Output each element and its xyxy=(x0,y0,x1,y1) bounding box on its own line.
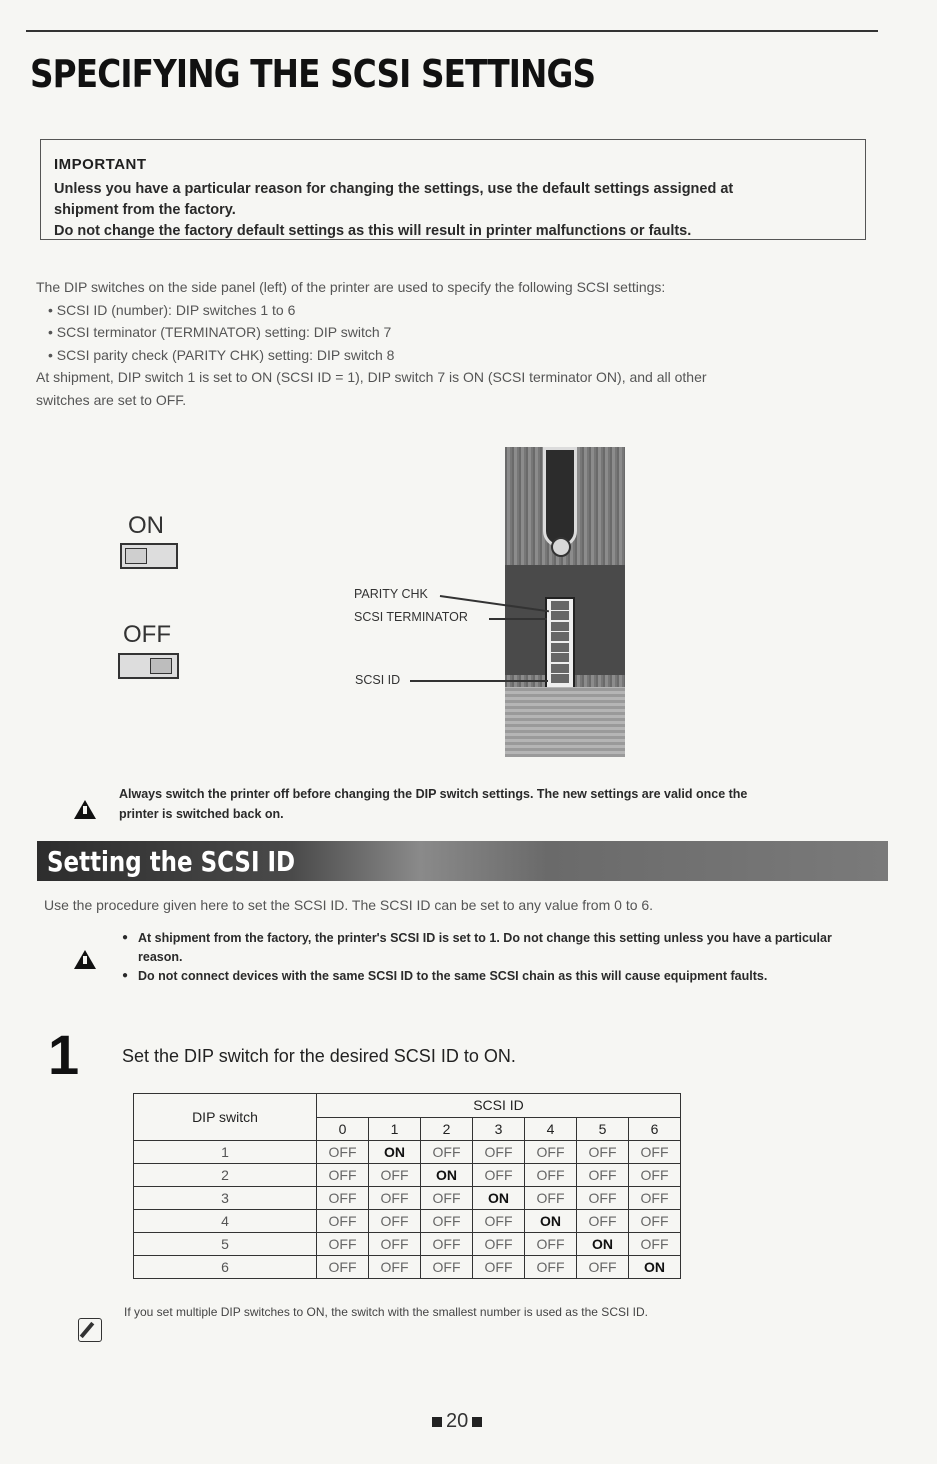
table-cell-value: OFF xyxy=(317,1210,369,1233)
table-cell-value: ON xyxy=(421,1164,473,1187)
table-id-header: 0 xyxy=(317,1117,369,1141)
table-cell-dip-number: 6 xyxy=(134,1256,317,1279)
step-number: 1 xyxy=(48,1023,80,1086)
table-id-header: 5 xyxy=(577,1117,629,1141)
switch-on-label: ON xyxy=(128,512,164,539)
warning-bullet-same-id: ● Do not connect devices with the same SCSI ID to the same SCSI chain as this will cause equipment faults. xyxy=(120,967,850,986)
table-cell-value: OFF xyxy=(421,1210,473,1233)
table-cell-value: ON xyxy=(473,1187,525,1210)
table-cell-value: OFF xyxy=(629,1164,681,1187)
table-cell-value: OFF xyxy=(473,1164,525,1187)
callout-scsi-terminator: SCSI TERMINATOR xyxy=(354,610,468,624)
table-cell-value: OFF xyxy=(577,1164,629,1187)
page-number-square-icon xyxy=(472,1417,482,1427)
note-pencil-icon xyxy=(78,1318,102,1342)
scsi-connector-icon xyxy=(543,447,577,547)
table-cell-value: OFF xyxy=(525,1141,577,1164)
table-cell-dip-number: 3 xyxy=(134,1187,317,1210)
table-cell-value: OFF xyxy=(525,1187,577,1210)
table-cell-value: OFF xyxy=(421,1141,473,1164)
important-line-1: Unless you have a particular reason for changing the settings, use the default settings assigned at xyxy=(54,181,734,197)
table-cell-value: OFF xyxy=(577,1210,629,1233)
switch-off-label: OFF xyxy=(123,621,171,648)
table-cell-value: OFF xyxy=(473,1256,525,1279)
table-row xyxy=(134,1233,681,1256)
warning-icon xyxy=(74,950,96,969)
intro-lead: The DIP switches on the side panel (left) of the printer are used to specify the following SCSI settings: xyxy=(36,279,666,295)
important-line-2: shipment from the factory. xyxy=(54,202,236,218)
table-id-header: 1 xyxy=(369,1117,421,1141)
table-cell-value: OFF xyxy=(473,1141,525,1164)
intro-shipment-line-1: At shipment, DIP switch 1 is set to ON (SCSI ID = 1), DIP switch 7 is ON (SCSI terminator ON), and all other xyxy=(36,369,707,385)
dip-switch-on-icon xyxy=(120,543,178,569)
page-title: SPECIFYING THE SCSI SETTINGS xyxy=(30,52,596,96)
warning-bullet-list xyxy=(120,929,850,987)
callout-line-terminator xyxy=(489,618,547,620)
printer-side-panel-photo xyxy=(505,447,625,757)
page-number-value: 20 xyxy=(446,1410,469,1432)
table-cell-value: OFF xyxy=(317,1256,369,1279)
table-cell-value: OFF xyxy=(421,1187,473,1210)
intro-bullet-scsi-id: • SCSI ID (number): DIP switches 1 to 6 xyxy=(48,301,296,318)
table-row xyxy=(134,1256,681,1279)
scsi-id-table xyxy=(133,1093,681,1279)
dip-switch-off-icon xyxy=(118,653,179,679)
important-box xyxy=(40,139,866,240)
table-cell-value: OFF xyxy=(317,1141,369,1164)
table-cell-value: OFF xyxy=(421,1256,473,1279)
page-number xyxy=(432,1410,482,1433)
table-cell-value: ON xyxy=(629,1256,681,1279)
table-cell-value: OFF xyxy=(577,1141,629,1164)
intro-paragraph xyxy=(36,276,856,411)
warning-icon xyxy=(74,800,96,819)
callout-parity-chk: PARITY CHK xyxy=(354,587,428,601)
table-cell-value: OFF xyxy=(317,1164,369,1187)
table-cell-value: OFF xyxy=(629,1187,681,1210)
intro-bullet-parity: • SCSI parity check (PARITY CHK) setting: DIP switch 8 xyxy=(48,346,395,363)
table-cell-value: OFF xyxy=(629,1233,681,1256)
important-line-3: Do not change the factory default settings as this will result in printer malfunctions or faults. xyxy=(54,223,692,239)
table-cell-value: ON xyxy=(369,1141,421,1164)
section-intro: Use the procedure given here to set the SCSI ID. The SCSI ID can be set to any value from 0 to 6. xyxy=(44,897,654,913)
table-row xyxy=(134,1187,681,1210)
table-cell-value: OFF xyxy=(525,1256,577,1279)
table-cell-value: OFF xyxy=(369,1256,421,1279)
table-cell-dip-number: 2 xyxy=(134,1164,317,1187)
table-header-scsi-id: SCSI ID xyxy=(317,1094,681,1118)
table-cell-value: OFF xyxy=(629,1210,681,1233)
page-number-square-icon xyxy=(432,1417,442,1427)
table-cell-value: OFF xyxy=(369,1164,421,1187)
section-title: Setting the SCSI ID xyxy=(47,845,296,878)
table-cell-value: OFF xyxy=(577,1187,629,1210)
table-cell-value: OFF xyxy=(525,1233,577,1256)
table-cell-value: OFF xyxy=(369,1233,421,1256)
table-cell-dip-number: 5 xyxy=(134,1233,317,1256)
intro-shipment-line-2: switches are set to OFF. xyxy=(36,391,187,408)
table-cell-value: OFF xyxy=(369,1187,421,1210)
dip-switch-block-icon xyxy=(545,597,575,689)
step-text: Set the DIP switch for the desired SCSI ID to ON. xyxy=(122,1046,516,1066)
table-cell-value: OFF xyxy=(473,1210,525,1233)
table-cell-value: OFF xyxy=(317,1187,369,1210)
table-row xyxy=(134,1141,681,1164)
note-text: If you set multiple DIP switches to ON, the switch with the smallest number is used as the SCSI ID. xyxy=(124,1305,648,1319)
table-body xyxy=(134,1141,681,1279)
table-cell-dip-number: 1 xyxy=(134,1141,317,1164)
table-cell-dip-number: 4 xyxy=(134,1210,317,1233)
warning-power-off: Always switch the printer off before changing the DIP switch settings. The new settings are valid once the printer is switched back on. xyxy=(119,787,748,821)
table-id-header: 6 xyxy=(629,1117,681,1141)
important-heading: IMPORTANT xyxy=(54,156,147,173)
table-row xyxy=(134,1210,681,1233)
table-cell-value: ON xyxy=(577,1233,629,1256)
table-cell-value: OFF xyxy=(525,1164,577,1187)
table-cell-value: OFF xyxy=(577,1256,629,1279)
top-rule xyxy=(26,30,878,32)
callout-scsi-id: SCSI ID xyxy=(355,673,401,687)
intro-bullet-terminator: • SCSI terminator (TERMINATOR) setting: DIP switch 7 xyxy=(48,324,392,340)
table-cell-value: OFF xyxy=(317,1233,369,1256)
warning-bullet-factory-id: ● At shipment from the factory, the printer's SCSI ID is set to 1. Do not change this setting unless you have a particular reason. xyxy=(120,929,850,966)
table-row xyxy=(134,1164,681,1187)
table-id-header: 3 xyxy=(473,1117,525,1141)
section-banner xyxy=(37,841,888,881)
table-id-header: 2 xyxy=(421,1117,473,1141)
table-id-header: 4 xyxy=(525,1117,577,1141)
table-cell-value: OFF xyxy=(473,1233,525,1256)
callout-line-scsi-id xyxy=(410,680,548,682)
table-cell-value: OFF xyxy=(421,1233,473,1256)
table-header-dip-switch: DIP switch xyxy=(134,1094,317,1141)
table-cell-value: OFF xyxy=(629,1141,681,1164)
table-cell-value: OFF xyxy=(369,1210,421,1233)
table-cell-value: ON xyxy=(525,1210,577,1233)
